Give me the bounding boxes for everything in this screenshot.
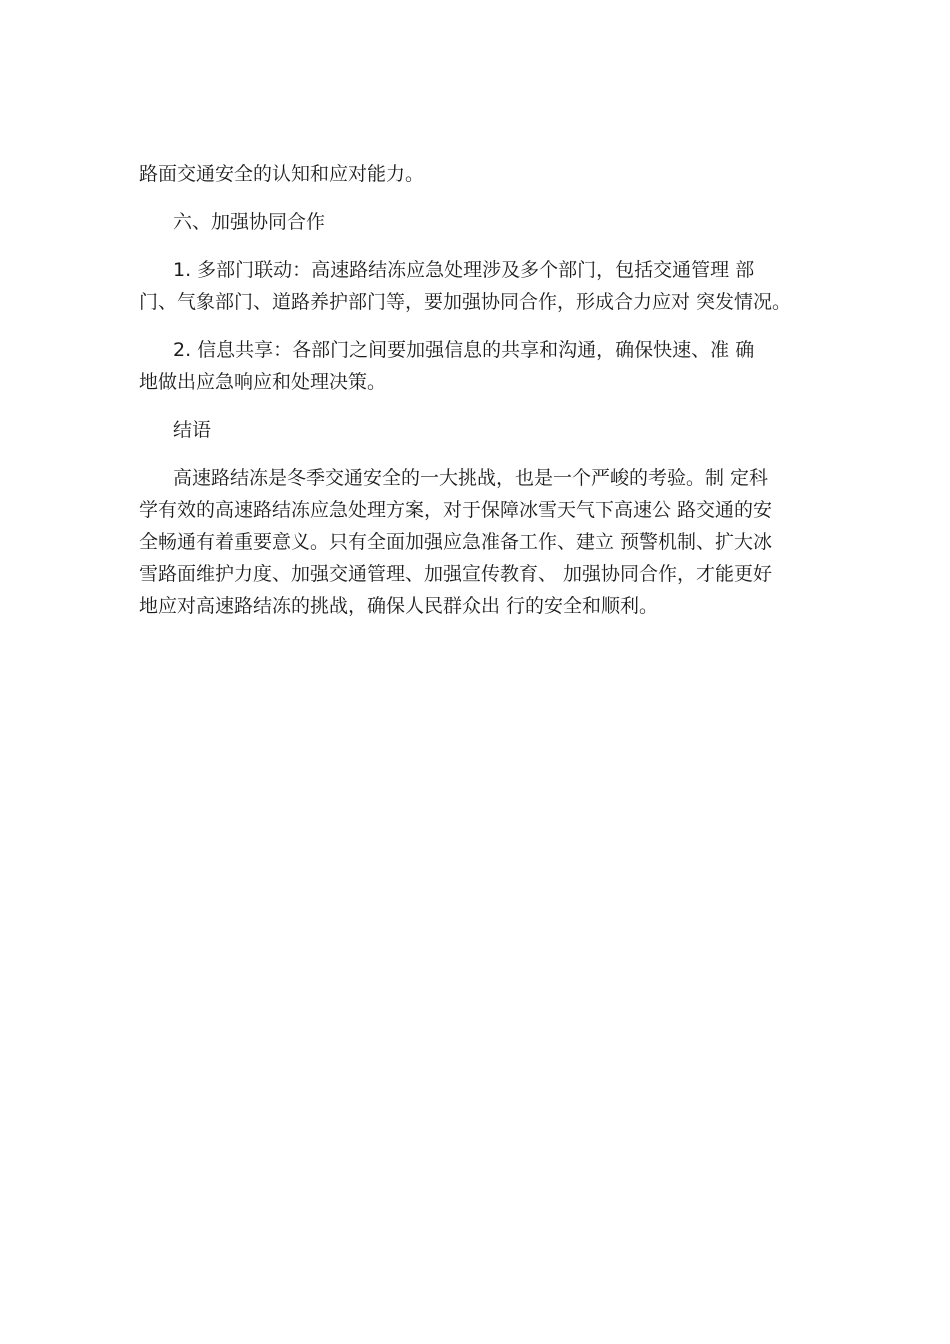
section-heading-cooperation <box>139 206 839 238</box>
paragraph-conclusion <box>139 462 839 622</box>
document-body <box>139 158 839 638</box>
text-line: 路面交通安全的认知和应对能力。 <box>139 163 425 185</box>
text-line: 六、加强协同合作 <box>173 211 326 233</box>
section-heading-conclusion <box>139 414 839 446</box>
text-line: 地做出应急响应和处理决策。 <box>139 371 387 393</box>
paragraph-intro-continuation <box>139 158 839 190</box>
text-line: 1. 多部门联动：高速路结冻应急处理涉及多个部门，包括交通管理 部 <box>173 259 755 281</box>
text-line: 学有效的高速路结冻应急处理方案，对于保障冰雪天气下高速公 路交通的安 <box>139 499 773 521</box>
paragraph-information-sharing <box>139 334 839 398</box>
text-line: 门、气象部门、道路养护部门等，要加强协同合作，形成合力应对 突发情况。 <box>139 291 792 313</box>
paragraph-multi-department <box>139 254 839 318</box>
text-line: 结语 <box>173 419 212 441</box>
text-line: 地应对高速路结冻的挑战，确保人民群众出 行的安全和顺利。 <box>139 595 659 617</box>
text-line: 高速路结冻是冬季交通安全的一大挑战，也是一个严峻的考验。制 定科 <box>173 467 769 489</box>
text-line: 2. 信息共享：各部门之间要加强信息的共享和沟通，确保快速、准 确 <box>173 339 755 361</box>
text-line: 雪路面维护力度、加强交通管理、加强宣传教育、 加强协同合作，才能更好 <box>139 563 773 585</box>
text-line: 全畅通有着重要意义。只有全面加强应急准备工作、建立 预警机制、扩大冰 <box>139 531 773 553</box>
